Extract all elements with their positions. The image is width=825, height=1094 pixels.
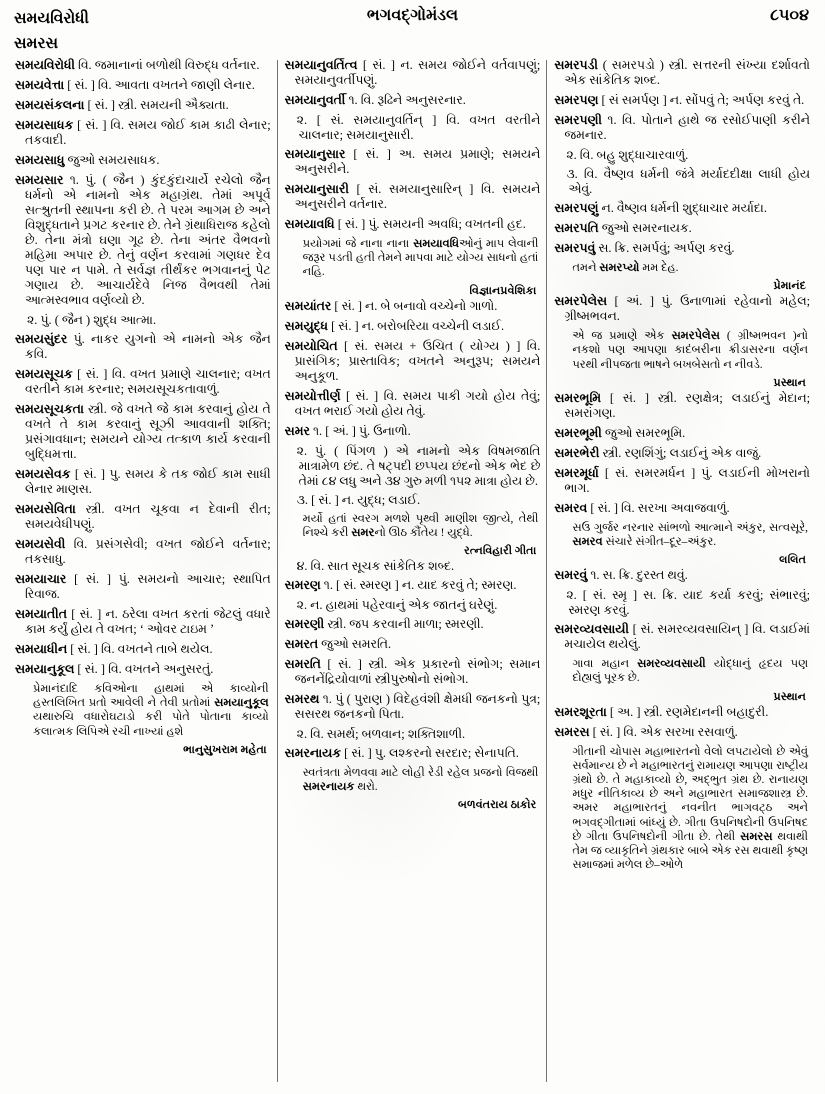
entry-headword: સમરપણ [554, 93, 599, 107]
entry-headword: સમરત [284, 637, 319, 652]
entry-sense: ૪. વિ. સાત સૂચક સાંકેતિક શબ્દ. [296, 559, 455, 574]
dictionary-entry [285, 746, 541, 761]
entry-headword: સમયોચિત [284, 338, 338, 353]
dictionary-entry [15, 642, 271, 657]
entry-headword: સમયાનુવર્તિત્વ [284, 58, 358, 72]
entry-definition: [ સં. ] પું. સમયની અવધિ; વખતની હદ. [334, 217, 526, 231]
dictionary-entry [285, 217, 541, 232]
entry-quotation: એ જ પ્રમાણે એક સમરપેલેસ ( ગ્રીષ્મભવન )નો નકશો પણ આપણા કાદંબરીના ક્રીડાસરના વર્ણન પરથી નીપજતા ભાષને બખબેસતો ન નીવડે. [572, 330, 809, 371]
entry-headword: સમરવ્યવસાયી [554, 622, 629, 637]
entry-definition: [ સં. ] સ્ત્રી. રણક્ષેત્ર; લડાઈનું મેદાન; સમરાંગણ. [564, 390, 811, 420]
entry-sense: ૩. [ સં. ] ન. યુદ્ધ; લડાઈ. [296, 492, 421, 507]
dictionary-entry [15, 98, 271, 113]
entry-headword: સમરસ [554, 724, 590, 739]
page-number: ૮૫૦૪ [770, 7, 809, 24]
entry-headword: સમયસાધક [15, 118, 74, 132]
dictionary-entry [15, 58, 271, 73]
dictionary-entry [554, 58, 810, 88]
entry-definition: [ સં. ] વિ. સમય જોઈ કામ કાઢી લેનાર; તકવાદી. [25, 118, 271, 147]
dictionary-entry [554, 241, 810, 256]
dictionary-entry [554, 294, 810, 324]
dictionary-entry [15, 153, 271, 168]
quotation-source: પ્રસ્થાન [773, 376, 807, 389]
quotation-source: રત્નવિહારી ગીતા [464, 545, 537, 558]
entry-definition: ૧. પું. ( જૈન ) કુંદકુંદાચાર્યે રચેલો જૈન ધર્મનો એ નામનો એક મહાગ્રંથ. તેમાં અપૂર્વ સત્શ્રુતની સ્થાપના કરી છે. તે પરમ આગમ છે અને વિશુદ્ધતાને પ્રગટ કરનાર છે. તેને ગ્રંથાધિરાજ કહેલો છે. તેના મંત્રો ઘણા ગૂઢ છે. તેના અંતર વૈભવનો મહિમા અપાર છે. તેનું વર્ણન કરવામાં ગણધર દેવ પણ પાર ન પામે. તે સર્વજ્ઞ તીર્થંકર ભગવાનનું પેટ ગણાય છે. આચાર્યદેવે નિજ વૈભવથી તેમાં આત્મસ્વભાવ વર્ણવ્યો છે. [25, 173, 271, 307]
entry-definition: જુઓ સમયસાધક. [64, 153, 160, 167]
entry-definition: સ્ત્રી. જપ કરવાની માળા; સ્મરણી. [324, 617, 484, 632]
entry-definition: સ્ત્રી. જે વખતે જે કામ કરવાનું હોય તે વખતે તે કામ કરવાનું સૂઝી આવવાની શક્તિ; પ્રસંગાવધાન; સમયને યોગ્ય તત્કાળ કાર્ય કરવાની બુદ્ધિમત્તા. [25, 402, 271, 461]
entry-definition: [ અ. ] સ્ત્રી. રણમેદાનની બહાદુરી. [606, 704, 769, 719]
entry-quotation: મર્યો હતાં સ્વરગ મળશે પૃથ્વી માણીશ જીત્યે, તેથી નિશ્ચે કરી સમરનો ઊઠ કૌંતેય ! યુદ્ધે. [302, 512, 539, 539]
entry-definition: [ સં. ] ન. ઠરેલા વખત કરતાં જેટલું વધારે કામ કર્યું હોય તે વખત; ‘ ઓવર ટાઇમ ’ [25, 607, 271, 636]
entry-headword: સમયાવધિ [284, 217, 335, 231]
book-title: ભગવદ્ગોમંડલ [366, 7, 459, 24]
entry-definition: સ્ત્રી. વખત ચૂકવા ન દેવાની રીત; સમયવેધીપણું. [25, 502, 271, 531]
entry-headword: સમરવ [554, 500, 588, 515]
dictionary-entry [554, 705, 810, 720]
entry-headword: સમયાંતર [284, 298, 332, 313]
entry-headword: સમયસેવી [15, 537, 66, 551]
entry-headword: સમયાનુવર્તી [284, 93, 346, 107]
entry-headword: સમરપડી [554, 58, 598, 72]
entry-quotation: સ્વતંત્રતા મેળવવા માટે લોહી રેડી રહેલ પ્રજનો વિજથી સમરનાયક થરો. [302, 767, 539, 794]
entry-headword: સમરભૂમી [554, 425, 602, 440]
dictionary-entry [554, 93, 810, 108]
entry-definition: [ સં. ] વિ. સમય પાકી ગયો હોય તેવું; વખત ભરાઈ ગયો હોય તેવું. [294, 388, 541, 418]
dictionary-entry [554, 501, 810, 516]
dictionary-entry [554, 391, 810, 421]
entry-headword: સમયાનુકૂલ [15, 662, 75, 676]
entry-definition: ૧. પું ( પુરાણ ) વિદેહવંશી ક્ષેમધી જનકનો પુત્ર; સસરથ જનકનો પિતા. [294, 692, 541, 722]
entry-headword: સમયસાર [15, 173, 64, 187]
dictionary-entry [285, 692, 541, 722]
entry-definition: [ સં. ] ન. સમય જોઈને વર્તવાપણું; સમયાનુવર્તીપણું. [294, 58, 541, 87]
guide-word-last: સમરસ [14, 35, 59, 52]
entry-sense: ૨. પું. ( પિંગળ ) એ નામનો એક વિષમજાતિ માત્રામેળ છંદ. તે ષટ્પદી છપ્પય છંદનો એક ભેદ છે તેમાં ૮૪ લધુ અને ૩૪ ગુરુ મળી ૧૫૨ માત્રા હોય છે. [296, 443, 541, 488]
entry-definition: ૧. વિ. રૂઢિને અનુસરનાર. [345, 93, 466, 107]
entry-headword: સમરપવું [554, 241, 596, 255]
dictionary-entry [15, 607, 271, 637]
quotation-source: લલિત [779, 554, 807, 567]
entry-headword: સમયસાધુ [15, 153, 65, 167]
entry-headword: સમયસંકલના [15, 98, 85, 112]
quotation-source: વિજ્ઞાનપ્રવેશિકા [469, 284, 537, 297]
dictionary-entry [285, 578, 541, 593]
dictionary-entry [285, 182, 541, 212]
dictionary-entry [15, 332, 271, 362]
dictionary-entry [554, 113, 810, 143]
page-header [8, 6, 817, 58]
dictionary-entry [285, 299, 541, 314]
entry-definition: ૧. [ સં. સ્મરણ ] ન. યાદ કરવું તે; સ્મરણ. [320, 578, 517, 593]
entry-definition: [ સં. ] વિ. વખતને અનુસરતું. [74, 662, 214, 676]
entry-headword: સમરપણું [554, 201, 599, 215]
entry-definition: [ સં. સમરવ્યવસાયિન્ ] વિ. લડાઈમાં મચાયેલ થયેલું. [564, 622, 811, 652]
entry-definition: [ સં. ] પુ. સમય કે તક જોઈ કામ સાધી લેનાર માણસ. [25, 467, 271, 496]
entry-headword: સમયસૂચકતા [15, 402, 84, 416]
dictionary-entry [285, 58, 541, 88]
entry-headword: સમરણ [284, 578, 321, 593]
entry-definition: [ સં. ] અ. સમય પ્રમાણે; સમયને અનુસરીને. [294, 147, 541, 176]
entry-definition: ન. વૈષ્ણવ ધર્મની શુદ્ધાચાર મર્યાદા. [598, 201, 767, 215]
dictionary-entry [285, 147, 541, 177]
dictionary-entry [554, 446, 810, 461]
dictionary-entry [15, 572, 271, 602]
quotation-source: પ્રસ્થાન [773, 690, 807, 703]
quotation-source: ભાનુસુખરામ મહેતા [183, 743, 267, 756]
column-container [8, 58, 817, 1088]
entry-definition: [ સં. ] વિ. એક સરખા રસવાળું. [589, 724, 738, 739]
dictionary-entry [554, 622, 810, 652]
entry-headword: સમરભેરી [554, 445, 600, 460]
entry-headword: સમયસેવિતા [15, 502, 76, 516]
entry-definition: [ સં. ] વિ. વખત પ્રમાણે ચાલનાર; વખત વરતીને કામ કરનાર; સમયસૂચકતાવાળું. [25, 367, 271, 396]
dictionary-entry [285, 93, 541, 108]
dictionary-entry [554, 568, 810, 583]
entry-headword: સમર [284, 423, 310, 438]
dictionary-entry [285, 657, 541, 687]
entry-quotation: પ્રયોગમાં જે નાના નાના સમયાવધિઓનું માપ લેવાની જરૂર પડતી હતી તેમને માપવા માટે યોગ્ય સાધનો હતાં નહિ. [302, 238, 539, 279]
entry-headword: સમયોત્તીર્ણ [284, 388, 341, 403]
dictionary-entry [15, 402, 271, 462]
entry-headword: સમયવેત્તા [15, 78, 65, 92]
dictionary-entry [15, 118, 271, 148]
entry-definition: ( સમરપડો ) સ્ત્રી. સત્તરની સંખ્યા દર્શાવતો એક સાંકેતિક શબ્દ. [564, 58, 811, 87]
entry-definition: સ્ત્રી. રણશિંગું; લડાઈનું એક વાજું. [599, 445, 762, 460]
entry-definition: જુઓ સમરભૂમિ. [601, 425, 686, 440]
dictionary-entry [554, 725, 810, 740]
dictionary-entry [285, 637, 541, 652]
entry-definition: [ સં. ] વિ. આવતા વખતને જાણી લેનાર. [64, 78, 255, 92]
entry-sense: ૨. [ સં. સમયાનુવર્તિન્ ] વિ. વખત વરતીને ચાલનાર; સમયાનુસારી. [296, 113, 541, 142]
entry-definition: [ સં. ] સ્ત્રી. એક પ્રકારનો સંભોગ; સમાન જનનેંદ્રિયોવાળાં સ્ત્રીપુરુષોનો સંભોગ. [294, 657, 541, 687]
dictionary-entry [15, 502, 271, 532]
quotation-source: બળવંતરાય ઠાકોર [458, 799, 537, 812]
entry-headword: સમરપણી [554, 113, 602, 127]
entry-headword: સમરથ [284, 692, 320, 707]
entry-quotation: સઉ ગુર્જર નરનાર સાંભળો આત્માને અંકુર, સત્વસૂરે, સમરવ સંચારે સંગીત–દૂર–અંકુર. [572, 521, 809, 549]
dictionary-entry [554, 221, 810, 236]
entry-headword: સમયાનુસાર [284, 147, 346, 161]
quotation-source: પ્રેમાનંદ [773, 280, 807, 293]
dictionary-entry [15, 173, 271, 308]
column-1 [8, 58, 278, 1088]
entry-quotation: ગાવા મહાન સમરવ્યવસાયી યોદ્ધાનું હૃદય પણ દોહ્યલું પૂરક છે. [572, 658, 809, 685]
entry-definition: [ સં. ] સ્ત્રી. સમયની ઐક્યતા. [84, 98, 229, 112]
entry-sense: ૨. વિ. બહુ શુદ્ધાચારવાળું. [566, 148, 689, 162]
entry-headword: સમયસૂચક [15, 367, 73, 381]
entry-definition: [ સં. ] ન. બરોબરિયા વચ્ચેની લડાઈ. [327, 318, 505, 333]
dictionary-entry [15, 78, 271, 93]
entry-definition: [ સં. સમરમર્ધન ] પું. લડાઈની મોખરાનો ભાગ. [564, 465, 811, 495]
dictionary-entry [15, 537, 271, 567]
entry-definition: ૧. વિ. પોતાને હાથે જ રસોઈપાણી કરીને જમનાર. [564, 113, 811, 142]
dictionary-entry [285, 424, 541, 439]
entry-quotation: ગીતાની ચોપાસ મહાભારતનો વેલો લપટાયેલો છે એવું સર્વમાન્ય છે ને મહાભારતનું રામાયણ આપણા રાષ્ટ્રીય ગ્રંથો છે. તે મહાકાવ્યો છે, અદ્ભુત ગ્રંથ છે. રાનાયણ મધુર નીતિકાવ્ય છે અને મહાભારત સમાજશાસ્ત્ર છે. અમર મહાભારતનું નવનીત ભાગવટ્ઠ અને ભગવદ્ગીતામાં બાંધ્યું છે. ગીતા ઉપનિષદોની ઉપનિષદ છે ગીતા ઉપનિષદોની ગીતા છે. તેથી સમરસ થવાથી તેમ જ વ્યાકૃતિને ગ્રંથકાર બાબે એક રસ થવાથી કૃષ્ણ સમાજમાં મળેલ છે–ઓળે [572, 745, 809, 872]
entry-definition: સ. ક્રિ. સમર્પવું; અર્પણ કરવું. [595, 241, 735, 255]
dictionary-entry [15, 662, 271, 677]
entry-definition: [ સં. ] પુ. લશ્કરનો સરદાર; સેનાપતિ. [341, 746, 519, 761]
entry-definition: ૧. [ અં. ] પું. ઉનાળો. [309, 423, 411, 438]
guide-word-first: સમયવિરોધી [14, 10, 89, 27]
entry-sense: ૨. વિ. સમર્થ; બળવાન; શક્તિશાળી. [296, 727, 466, 742]
entry-definition: જુઓ સમરનાયક. [598, 221, 692, 235]
dictionary-entry [285, 389, 541, 419]
entry-sense: ૨. પું. ( જૈન ) શુદ્ધ આત્મા. [27, 313, 157, 327]
entry-headword: સમરતિ [284, 657, 321, 672]
entry-definition: વિ. જમાનાનાં બળોથી વિરુદ્ધ વર્તનાર. [74, 58, 260, 72]
entry-headword: સમરપતિ [554, 221, 599, 235]
entry-headword: સમયાધીન [15, 642, 68, 656]
dictionary-entry [285, 339, 541, 384]
entry-definition: [ સં. સમયાનુસારિન્ ] વિ. સમયને અનુસરીને વર્તનાર. [294, 182, 541, 211]
dictionary-entry [285, 617, 541, 632]
dictionary-entry [15, 467, 271, 497]
entry-definition: [ સં સમર્પણ ] ન. સોંપવું તે; અર્પણ કરવું તે. [598, 93, 805, 107]
entry-headword: સમયસુંદર [15, 332, 68, 346]
entry-definition: જુઓ સમરતિ. [318, 637, 392, 652]
entry-sense: ૩. વિ. વૈષ્ણવ ધર્મની જંત્રે મર્યાદદીક્ષા લાધી હોય એવું. [566, 167, 811, 196]
entry-headword: સમરનાયક [284, 746, 342, 761]
dictionary-entry [554, 201, 810, 216]
entry-headword: સમયસેવક [15, 467, 71, 481]
entry-definition: [ સં. ] પું. સમયનો આચાર; સ્થાપિત રિવાજ. [25, 572, 271, 601]
dictionary-entry [554, 426, 810, 441]
entry-headword: સમરપેલેસ [554, 294, 607, 309]
entry-sense: ૨. ન. હાથમાં પહેરવાનું એક જાતનું ઘરેણું. [296, 598, 498, 613]
column-2 [278, 58, 548, 1088]
entry-definition: [ સં. ] વિ. વખતને તાબે થયેલ. [67, 642, 213, 656]
entry-headword: સમરણી [284, 617, 325, 632]
entry-definition: ૧. સ. ક્રિ. દુરસ્ત થવું. [587, 568, 688, 583]
entry-quotation: પ્રેમાનંદાદિ કવિઓના હાથમાં એ કાવ્યોની હસ્તલિખિત પ્રતો આવેલી ને તેવી પ્રતોમાં સમયાનુકૂલ યથારુચિ વધારોઘટાડો કરી પોતે પોતાના કાવ્યો કલાત્મક લિપિએ રચી નાખ્યાં હશે [33, 683, 269, 738]
entry-headword: સમરમૂર્ધા [554, 465, 599, 480]
entry-definition: [ સં. ] ન. બે બનાવો વચ્ચેનો ગાળો. [331, 298, 498, 313]
dictionary-entry [554, 466, 810, 496]
entry-headword: સમરશૂરતા [554, 704, 607, 719]
dictionary-entry [15, 367, 271, 397]
entry-definition: વિ. પ્રસંગસેવી; વખત જોઈને વર્તનાર; તકસાધુ. [25, 537, 271, 566]
entry-headword: સમયાચાર [15, 572, 67, 586]
entry-headword: સમયુદ્ધ [284, 318, 328, 333]
entry-headword: સમયાનુસારી [284, 182, 349, 196]
column-3 [547, 58, 817, 1088]
dictionary-entry [285, 319, 541, 334]
entry-quotation: તમને સમરપ્યો મમ દેહ. [572, 262, 679, 274]
entry-headword: સમયાતીત [15, 607, 67, 621]
entry-definition: [ અં. ] પું. ઉનાળામાં રહેવાનો મહેલ; ગ્રીષ્મભવન. [564, 294, 811, 324]
entry-definition: પું. નાકર યુગનો એ નામનો એક જૈન કવિ. [25, 332, 271, 361]
entry-headword: સમરવું [554, 568, 588, 583]
entry-headword: સમયવિરોધી [15, 58, 75, 72]
entry-definition: [ સં. ] વિ. સરખા અવાજવાળું. [587, 500, 730, 515]
entry-sense: ૨. [ સં. સ્મૃ ] સ. ક્રિ. યાદ કર્યા કરવું; સંભારવું; સ્મરણ કરવું. [566, 588, 811, 618]
entry-headword: સમરભૂમિ [554, 390, 601, 405]
entry-definition: [ સં. સમય + ઉચિત ( યોગ્ય ) ] વિ. પ્રાસંગિક; પ્રાસ્તાવિક; વખતને અનુરૂપ; સમયને અનુકૂળ. [294, 338, 541, 383]
